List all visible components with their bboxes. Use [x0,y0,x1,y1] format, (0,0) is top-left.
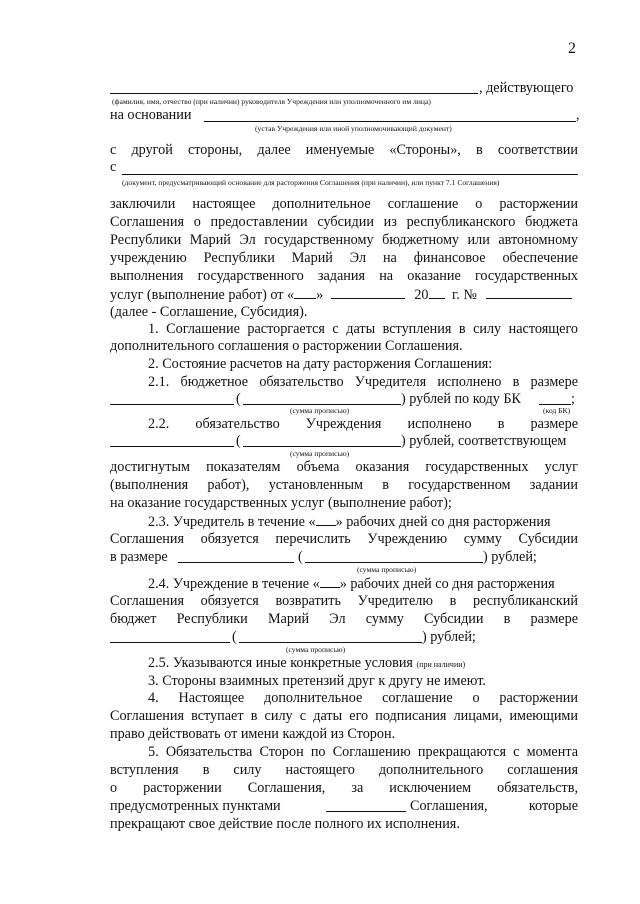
p23-days-blank [316,513,336,526]
day-blank [294,286,316,299]
p21-semicolon: ; [571,391,575,407]
p22-words-blank [243,446,401,447]
p22-open-paren: ( [236,433,241,449]
p25-note: (при наличии) [416,660,466,669]
p24-words-blank [239,642,422,643]
intro-line-5: выполнения государственного задания на оказание государственных [110,268,578,284]
p2-line-1: 2. Состояние расчетов на дату расторжения Соглашения: [148,356,493,372]
year-blank [429,286,445,299]
p5-line-4a: предусмотренных пунктами [110,798,281,814]
p22-line-1: 2.2. обязательство Учреждения исполнено в размере [148,416,578,432]
month-blank [331,286,405,299]
intro-line-4: учреждению Республики Марий Эл на финансовое обеспечение [110,250,578,266]
p5-points-blank [326,811,406,812]
p4-line-1: 4. Настоящее дополнительное соглашение о расторжении [148,690,578,706]
page-number: 2 [568,40,576,57]
p1-line-2: дополнительного соглашения о расторжении Соглашения. [110,338,463,354]
basis-end: , [576,107,580,123]
p23-words-blank [305,562,483,563]
document-blank-line [122,174,578,175]
p4-line-3: право действовать от имени каждой из Сторон. [110,726,396,742]
p3-line: 3. Стороны взаимных претензий друг к другу не имеют. [148,673,486,689]
p21-amount-blank [110,404,234,405]
p24-days-blank [320,575,340,588]
intro-line-1: заключили настоящее дополнительное соглашение о расторжении [110,196,578,212]
p24-amount-blank [110,642,230,643]
p5-line-2: вступления в силу настоящего дополнительного соглашения [110,762,578,778]
p5-line-5: прекращают свое действие после полного их исполнения. [110,816,460,832]
p21-code-note: (код БК) [543,406,571,415]
p22-rubles-corresponding: ) рублей, соответствующем [401,433,567,449]
p24-line-1: 2.4. Учреждение в течение « » рабочих дней со дня расторжения [148,576,555,592]
p1-line-1: 1. Соглашение расторгается с даты вступления в силу настоящего [148,321,578,337]
intro-line-3: Республики Марий Эл государственному бюджетному или автономному [110,232,578,248]
p21-open-paren: ( [236,391,241,407]
other-side-line: с другой стороны, далее именуемые «Стороны», в соответствии [110,142,578,158]
number-blank [486,286,572,299]
p23-sum-note: (сумма прописью) [357,565,417,574]
p23-line-1: 2.3. Учредитель в течение « » рабочих дней со дня расторжения [148,514,551,530]
p21-words-blank [243,404,401,405]
fio-blank-line [110,93,478,94]
p22-line-3: достигнутым показателям объема оказания государственных услуг [110,459,578,475]
fio-note: (фамилия, имя, отчество (при наличии) руководителя Учреждения или уполномоченного им лица) [112,97,431,106]
p21-sum-note: (сумма прописью) [290,406,350,415]
p23-rubles: ) рублей; [483,549,537,565]
with-prefix: с [110,159,117,175]
p22-amount-blank [110,446,234,447]
p23-in-amount: в размере [110,549,168,565]
p22-line-5: на оказание государственных услуг (выполнение работ); [110,495,452,511]
p23-amount-blank [178,562,294,563]
document-note: (документ, предусматривающий основание для расторжения Соглашения (при наличии), или пункт 7.1 Соглашения) [122,178,500,187]
p5-line-3: о расторжении Соглашения, за исключением обязательств, [110,780,578,796]
p21-code-blank [539,404,571,405]
p25-line: 2.5. Указываются иные конкретные условия (при наличии) [148,655,466,671]
p24-open-paren: ( [232,629,237,645]
basis-prefix: на основании [110,107,192,123]
p23-line-2: Соглашения обязуется перечислить Учреждению сумму Субсидии [110,531,578,547]
p22-line-4: (выполнения работ), установленным в государственном задании [110,477,578,493]
p23-open-paren: ( [298,549,303,565]
intro-last-line: услуг (выполнение работ) от « » 20 г. № [110,286,572,304]
acting-suffix: , действующего [479,80,574,96]
basis-blank-line [204,121,576,122]
p22-sum-note: (сумма прописью) [290,449,350,458]
p5-line-1: 5. Обязательства Сторон по Соглашению прекращаются с момента [148,744,578,760]
intro-after: (далее - Соглашение, Субсидия). [110,304,308,320]
p24-line-3: бюджет Республики Марий Эл сумму Субсидии в размере [110,611,578,627]
p4-line-2: Соглашения вступает в силу с даты его подписания лицами, имеющими [110,708,578,724]
p24-rubles: ) рублей; [422,629,476,645]
p24-sum-note: (сумма прописью) [286,645,346,654]
intro-line-2: Соглашения о предоставлении субсидии из республиканского бюджета [110,214,578,230]
p21-line-1: 2.1. бюджетное обязательство Учредителя исполнено в размере [148,374,578,390]
p5-line-4b: Соглашения, которые [410,798,578,814]
charter-note: (устав Учреждения или иной уполномочивающий документ) [255,124,452,133]
p24-line-2: Соглашения обязуется возвратить Учредителю в республиканский [110,593,578,609]
p21-rubles-by-code: ) рублей по коду БК [401,391,522,407]
